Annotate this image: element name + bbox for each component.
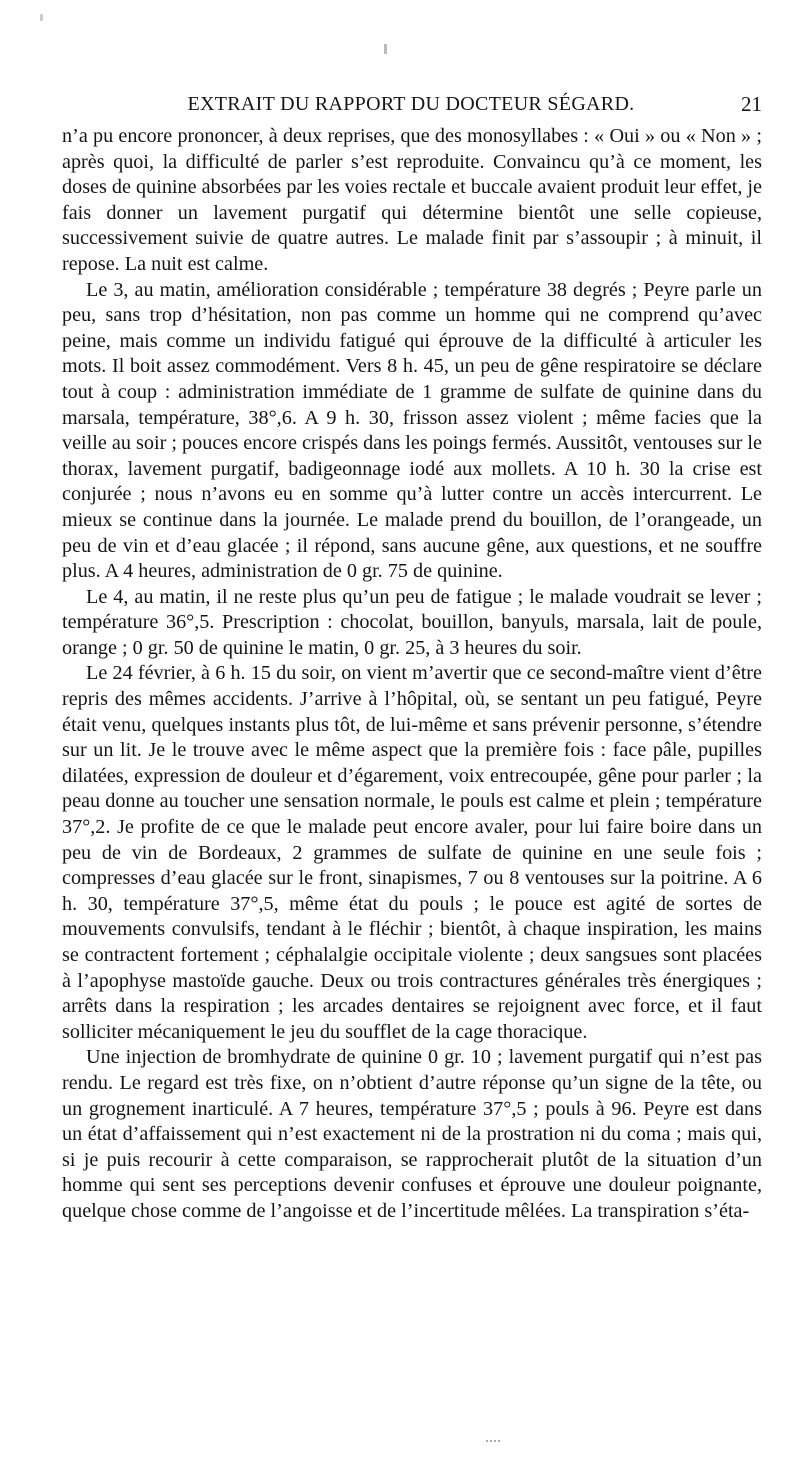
paragraph-injection: Une injection de bromhydrate de quinine 0 gr. 10 ; lavement purgatif qui n’est pas rendu. Le regard est très fixe, on n’obtient d’autre réponse qu’un signe de la tête, ou un grognement inarticulé. A 7 heures, température 37°,5 ; pouls à 96. Peyre est dans un état d’affaissement qui n’est exactement ni de la prostration ni du coma ; mais qui, si je puis recourir à cette comparaison, se rapprocherait plutôt de la situation d’un homme qui sent ses perceptions devenir confuses et éprouve une douleur poignante, quelque chose comme de l’angoisse et de l’incertitude mêlées. La transpiration s’éta- xyxy=(62,1046,762,1222)
paragraph-day-3: Le 3, au matin, amélioration considérable ; température 38 degrés ; Peyre parle un peu, sans trop d’hésitation, non pas comme un homme qui ne comprend qu’avec peine, mais comme un individu fatigué qui éprouve de la difficulté à articuler les mots. Il boit assez commodément. Vers 8 h. 45, un peu de gêne respiratoire se déclare tout à coup : administration immédiate de 1 gramme de sulfate de quinine dans du marsala, température, 38°,6. A 9 h. 30, frisson assez violent ; même facies que la veille au soir ; pouces encore crispés dans les poings fermés. Aussitôt, ventouses sur le thorax, lavement purgatif, badigeonnage iodé aux mollets. A 10 h. 30 la crise est conjurée ; nous n’avons eu en somme qu’à lutter contre un accès intercurrent. Le mieux se continue dans la journée. Le malade prend du bouillon, de l’orangeade, un peu de vin et d’eau glacée ; il répond, sans aucune gêne, aux questions, et ne souffre plus. A 4 heures, administration de 0 gr. 75 de quinine. xyxy=(62,278,762,583)
print-speck xyxy=(384,44,387,54)
running-head xyxy=(60,90,762,118)
paragraph-february-24: Le 24 février, à 6 h. 15 du soir, on vient m’avertir que ce second-maître vient d’être repris des mêmes accidents. J’arrive à l’hôpital, où, se sentant un peu fatigué, Peyre était venu, quelques instants plus tôt, de lui-même et sans prévenir personne, s’étendre sur un lit. Je le trouve avec le même aspect que la première fois : face pâle, pupilles dilatées, expression de douleur et d’égarement, voix entrecoupée, gêne pour parler ; la peau donne au toucher une sensation normale, le pouls est calme et plein ; température 37°,2. Je profite de ce que le malade peut encore avaler, pour lui faire boire dans un peu de vin de Bordeaux, 2 grammes de sulfate de quinine en une seule fois ; compresses d’eau glacée sur le front, sinapismes, 7 ou 8 ventouses sur la poitrine. A 6 h. 30, température 37°,5, même état du pouls ; le pouce est agité de sortes de mouvements convulsifs, tendant à le fléchir ; bientôt, à chaque inspiration, les mains se contractent fortement ; céphalalgie occipitale violente ; deux sangsues sont placées à l’apophyse mastoïde gauche. Deux ou trois contractures générales très énergiques ; arrêts dans la respiration ; les arcades dentaires se rejoignent avec force, et il faut solliciter mécaniquement le jeu du soufflet de la cage thoracique. xyxy=(62,662,762,1043)
body-text xyxy=(62,124,762,1225)
running-title: EXTRAIT DU RAPPORT DU DOCTEUR SÉGARD. xyxy=(187,93,635,115)
paragraph-day-4: Le 4, au matin, il ne reste plus qu’un peu de fatigue ; le malade voudrait se lever ; température 36°,5. Prescription : chocolat, bouillon, banyuls, marsala, lait de poule, orange ; 0 gr. 50 de quinine le matin, 0 gr. 25, à 3 heures du soir. xyxy=(62,585,762,659)
page-number: 21 xyxy=(741,92,762,116)
print-speck xyxy=(486,1440,500,1445)
paragraph-continuation: n’a pu encore prononcer, à deux reprises, que des monosyllabes : « Oui » ou « Non » ; après quoi, la difficulté de parler s’est reproduite. Convaincu qu’à ce moment, les doses de quinine absorbées par les voies rectale et buccale avaient produit leur effet, je fais donner un lavement purgatif qui détermine bientôt une selle copieuse, successivement suivie de quatre autres. Le malade finit par s’assoupir ; à minuit, il repose. La nuit est calme. xyxy=(62,125,762,275)
print-speck xyxy=(40,14,43,21)
